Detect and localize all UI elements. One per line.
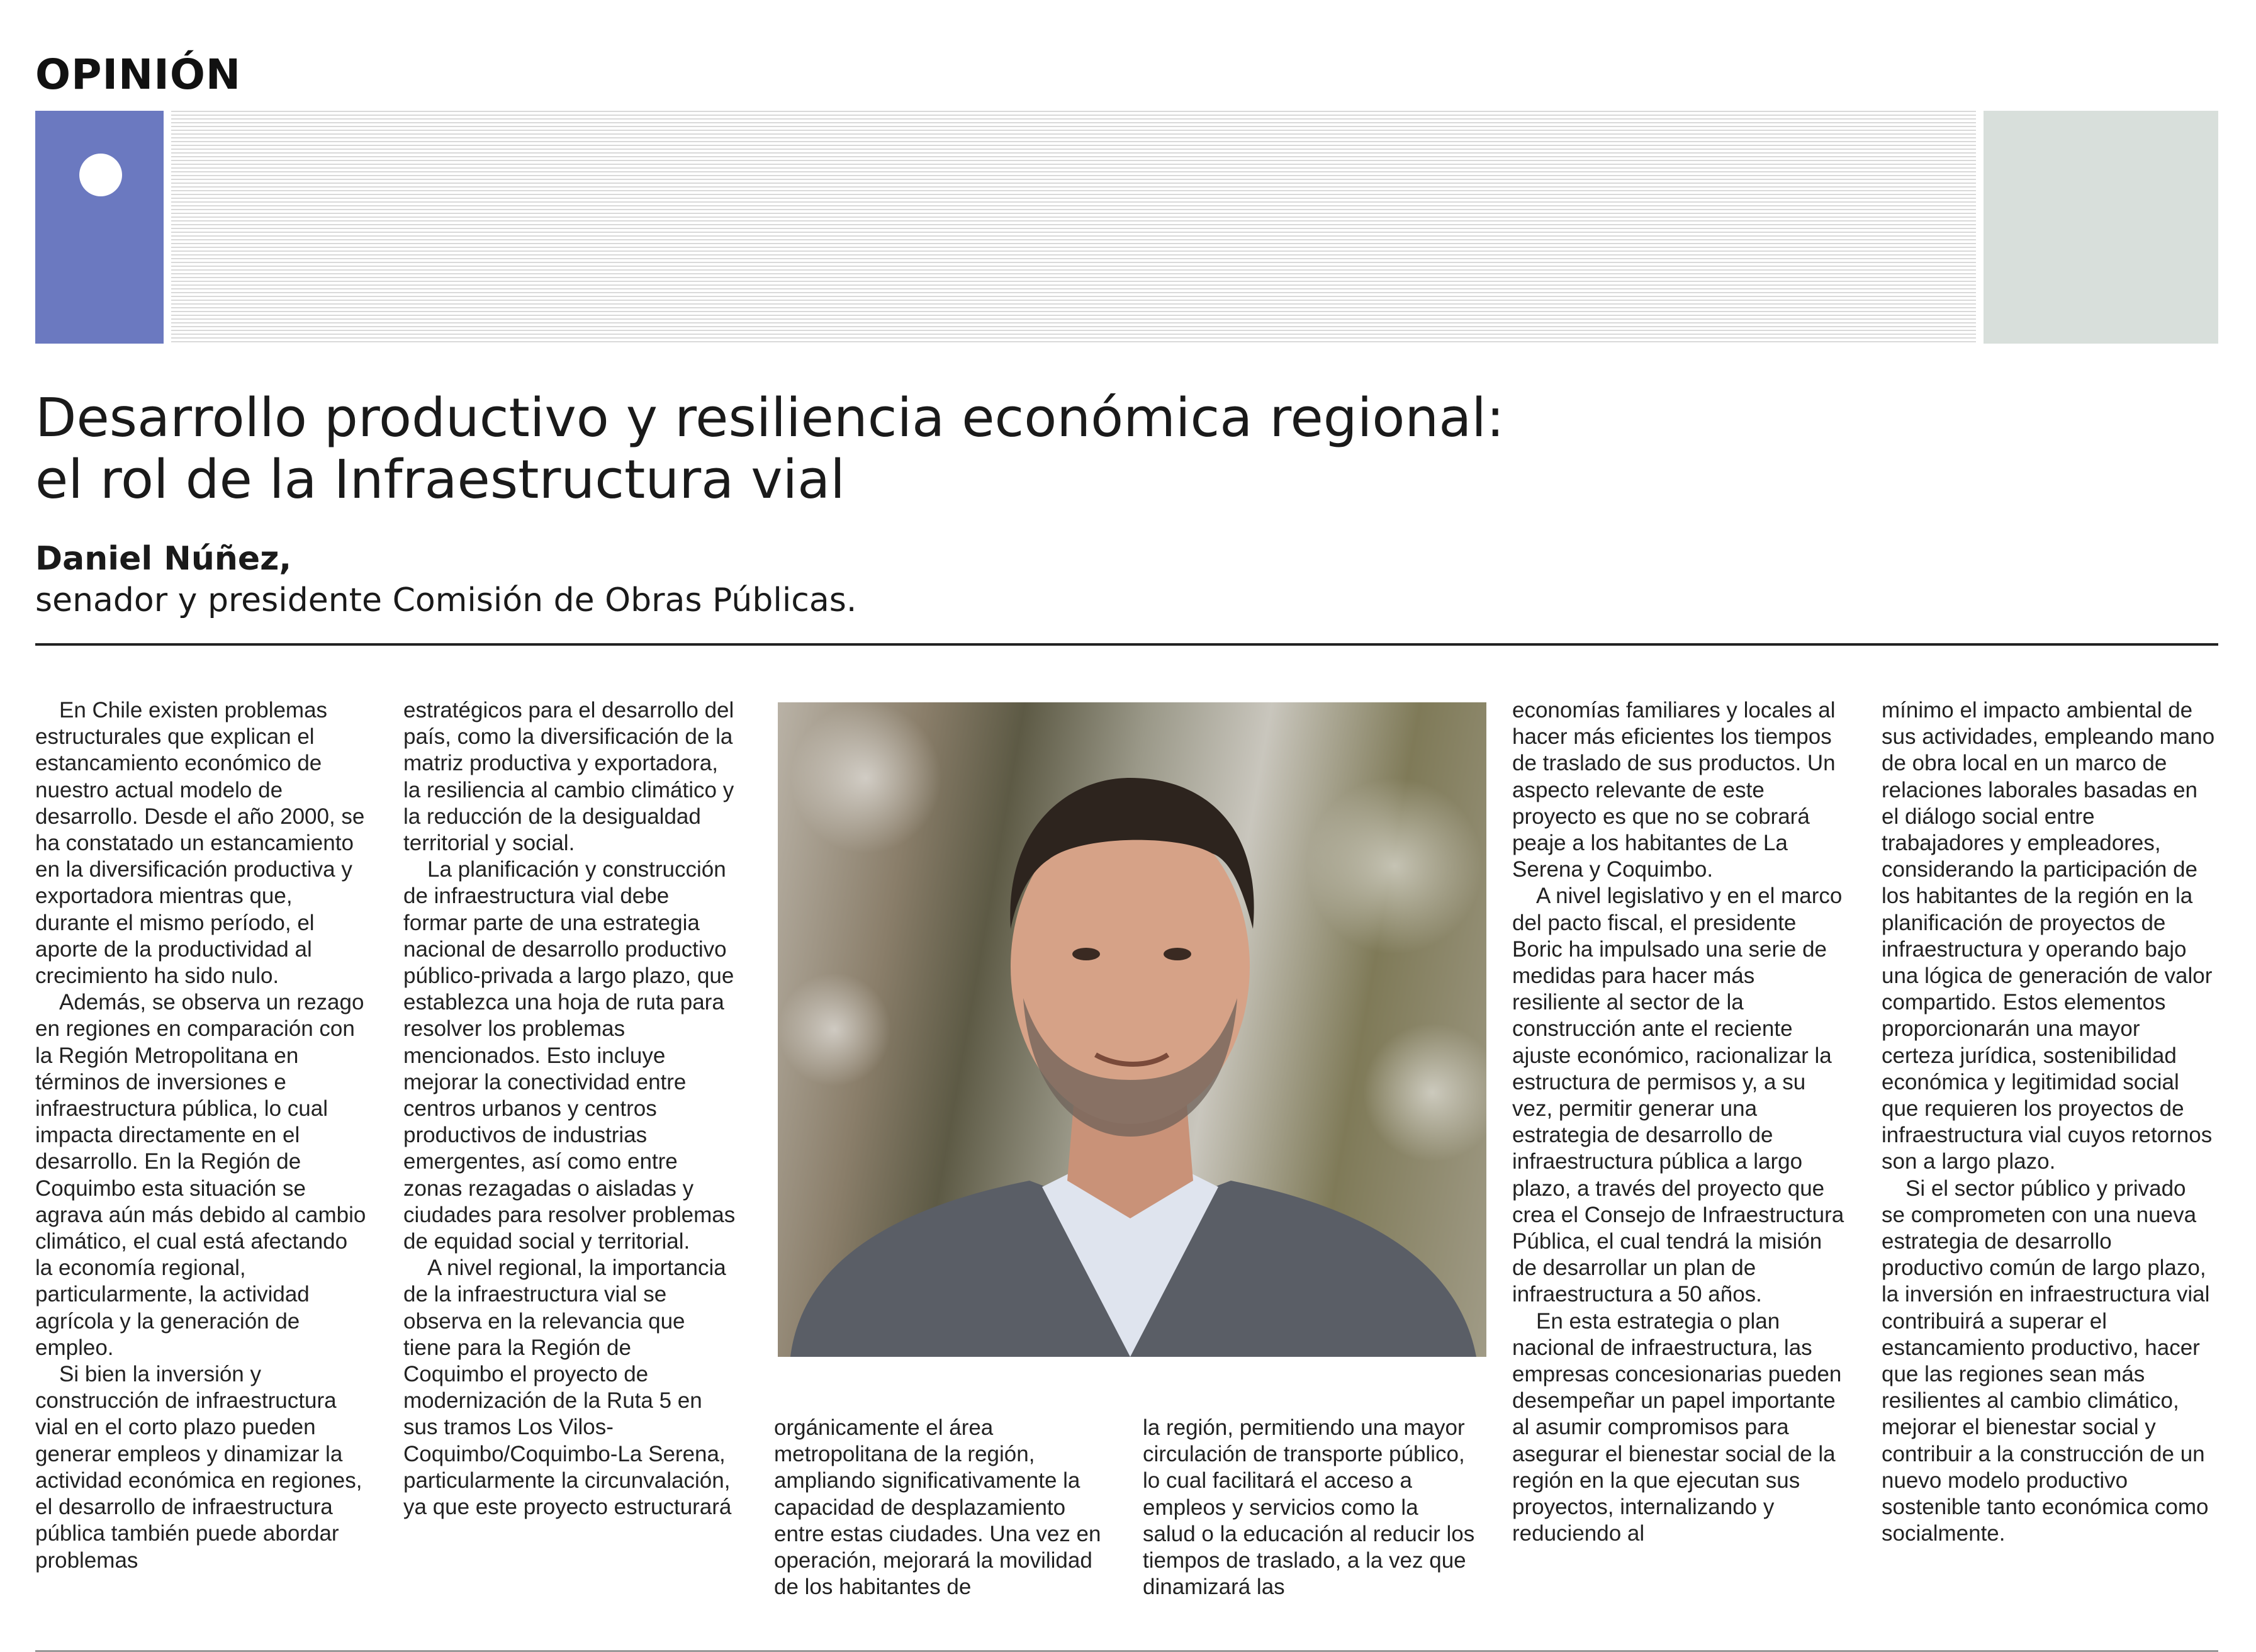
portrait-photo-icon: [778, 702, 1486, 1357]
article-column-6: [1882, 697, 2215, 1548]
paragraph: economías familiares y locales al hacer más eficientes los tiempos de traslado de sus productos. Un aspecto relevante de este proyecto es que no se cobrará peaje a los habitantes de La Serena y Coquimbo.: [1512, 698, 1836, 882]
article-column-5: [1512, 697, 1846, 1548]
headline-line-2: el rol de la Infraestructura vial: [35, 449, 845, 511]
article-column-1: [35, 697, 369, 1574]
paragraph: A nivel legislativo y en el marco del pacto fiscal, el presidente Boric ha impulsado una serie de medidas para hacer más resiliente al sector de la construcción ante el reciente ajuste económico, racionalizar la estructura de permisos y, a su vez, permitir generar una estrategia de desarrollo de infraestructura pública a largo plazo, a través del proyecto que crea el Consejo de Infraestructura Pública, el cual tendrá la misión de desarrollar un plan de infraestructura a 50 años.: [1512, 884, 1844, 1307]
paragraph: A nivel regional, la importancia de la infraestructura vial se observa en la relevancia que tiene para la Región de Coquimbo el proyecto de modernización de la Ruta 5 en sus tramos Los Vilos-Coquimbo/Coquimbo-La Serena, particularmente la circunvalación, ya que este proyecto estructurará: [403, 1256, 732, 1520]
banner-striped-band: [171, 111, 1976, 344]
divider-top: [35, 643, 2218, 646]
portrait-photo: [778, 702, 1486, 1357]
paragraph: Si el sector público y privado se comprometen con una nueva estrategia de desarrollo productivo común de largo plazo, la inversión en infraestructura vial contribuirá a superar el estancamiento productivo, hacer que las regiones sean más resilientes al cambio climático, mejorar el bienestar social y contribuir a la construcción de un nuevo modelo productivo sostenible tanto económica como socialmente.: [1882, 1176, 2210, 1546]
paragraph: Si bien la inversión y construcción de infraestructura vial en el corto plazo pueden generar empleos y dinamizar la actividad económica en regiones, el desarrollo de infraestructura pública también puede abordar problemas: [35, 1362, 362, 1573]
article-column-3: [774, 1415, 1108, 1600]
paragraph: La planificación y construcción de infraestructura vial debe formar parte de una estrategia nacional de desarrollo productivo público-privada a largo plazo, que establezca una hoja de ruta para resolver los problemas mencionados. Esto incluye mejorar la conectividad entre centros urbanos y centros productivos de industrias emergentes, así como entre zonas rezagadas o aisladas y ciudades para resolver problemas de equidad social y territorial.: [403, 857, 736, 1254]
paragraph: mínimo el impacto ambiental de sus actividades, empleando mano de obra local en un marco de relaciones laborales basadas en el diálogo social entre trabajadores y empleadores, considerando la participación de los habitantes de la región en la planificación de proyectos de infraestructura y operando bajo una lógica de generación de valor compartido. Estos elementos proporcionarán una mayor certeza jurídica, sostenibilidad económica y legitimidad social que requieren los proyectos de infraestructura vial cuyos retornos son a largo plazo.: [1882, 698, 2215, 1174]
headline-line-1: Desarrollo productivo y resiliencia económica regional:: [35, 387, 1505, 449]
banner-block-gray: [1984, 111, 2218, 344]
headline: [35, 388, 1734, 511]
article-column-4: [1143, 1415, 1476, 1600]
circle-icon: [79, 154, 122, 196]
paragraph: la región, permitiendo una mayor circulación de transporte público, lo cual facilitará el acceso a empleos y servicios como la salud o la educación al reducir los tiempos de traslado, a la vez que dinamizará las: [1143, 1415, 1475, 1600]
paragraph: En Chile existen problemas estructurales que explican el estancamiento económico de nuestro actual modelo de desarrollo. Desde el año 2000, se ha constatado un estancamiento en la diversificación productiva y exportadora mientras que, durante el mismo período, el aporte de la productividad al crecimiento ha sido nulo.: [35, 698, 365, 989]
paragraph: Además, se observa un rezago en regiones en comparación con la Región Metropolitana en términos de inversiones e infraestructura pública, lo cual impacta directamente en el desarrollo. En la Región de Coquimbo esta situación se agrava aún más debido al cambio climático, el cual está afectando la economía regional, particularmente, la actividad agrícola y la generación de empleo.: [35, 990, 366, 1360]
section-label: OPINIÓN: [35, 50, 242, 99]
article-column-2: [403, 697, 737, 1520]
author-name: Daniel Núñez,: [35, 540, 292, 578]
paragraph: orgánicamente el área metropolitana de la región, ampliando significativamente la capacidad de desplazamiento entre estas ciudades. Una vez en operación, mejorará la movilidad de los habitantes de: [774, 1415, 1101, 1600]
paragraph: estratégicos para el desarrollo del país, como la diversificación de la matriz productiva y exportadora, la resiliencia al cambio climático y la reducción de la desigualdad territorial y social.: [403, 698, 734, 856]
author-role: senador y presidente Comisión de Obras Públicas.: [35, 582, 857, 619]
banner-block-blue: [35, 111, 164, 344]
paragraph: En esta estrategia o plan nacional de infraestructura, las empresas concesionarias pueden desempeñar un papel importante al asumir compromisos para asegurar el bienestar social de la región en la que ejecutan sus proyectos, internalizando y reduciendo al: [1512, 1308, 1842, 1546]
